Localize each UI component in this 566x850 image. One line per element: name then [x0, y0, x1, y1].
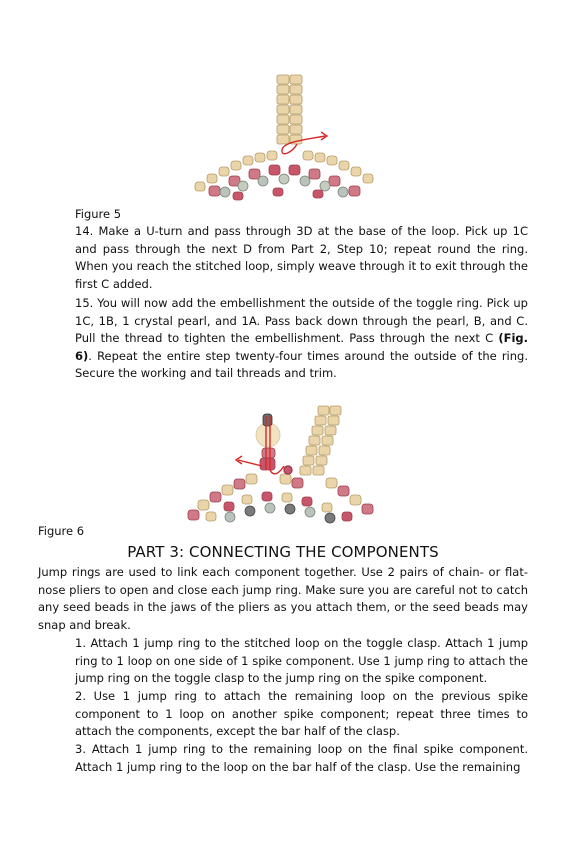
embellishment-beads: [256, 414, 280, 470]
fig-6-reference: (Fig. 6): [75, 331, 528, 363]
figure-6-caption: Figure 6: [38, 524, 85, 538]
ring-beads-figure-6: [188, 474, 373, 523]
figure-5-caption: Figure 5: [75, 207, 122, 221]
part-3-step-2-paragraph: 2. Use 1 jump ring to attach the remaining loop on the previous spike component to 1 loop on another spike component; repeat three times to attach the components, except the bar half of the clasp.: [75, 689, 528, 739]
part-3-step-1-paragraph: 1. Attach 1 jump ring to the stitched loop on the toggle clasp. Attach 1 jump ring to 1 loop on one side of 1 spike component. Use 1 jump ring to attach the jump ring on the toggle clasp to the jump ring on the spike component.: [75, 636, 528, 686]
part-3-heading: PART 3: CONNECTING THE COMPONENTS: [127, 543, 439, 561]
step-15-paragraph: [75, 295, 528, 383]
figure-6-illustration: [180, 400, 385, 525]
stitched-loop-beads: [277, 75, 302, 144]
part-3-step-3-paragraph: 3. Attach 1 jump ring to the remaining loop on the final spike component. Attach 1 jump ring to the loop on the bar half of the clasp. Use the remaining: [75, 742, 528, 774]
step-15-text-start: 15. You will now add the embellishment the outside of the toggle ring. Pick up 1C, 1B, 1 crystal pearl, and 1A. Pass back down through the pearl, B, and C. Pull the thread to tighten the embellishment. Pass through the next C: [75, 296, 528, 346]
part-3-intro-paragraph: Jump rings are used to link each component together. Use 2 pairs of chain- or flat-nose pliers to open and close each jump ring. Make sure you are careful not to catch any seed beads in the jaws of the pliers as you attach them, or the seed beads may snap and break.: [38, 565, 528, 632]
figure-5-illustration: [185, 70, 385, 205]
step-14-paragraph: 14. Make a U-turn and pass through 3D at the base of the loop. Pick up 1C and pass through the next D from Part 2, Step 10; repeat round the ring. When you reach the stitched loop, simply weave through it to exit through the first C added.: [75, 224, 528, 291]
step-15-text-end: . Repeat the entire step twenty-four times around the outside of the ring. Secure the working and tail threads and trim.: [75, 348, 528, 381]
spike-beads: [300, 406, 341, 475]
ring-beads: [195, 151, 373, 200]
